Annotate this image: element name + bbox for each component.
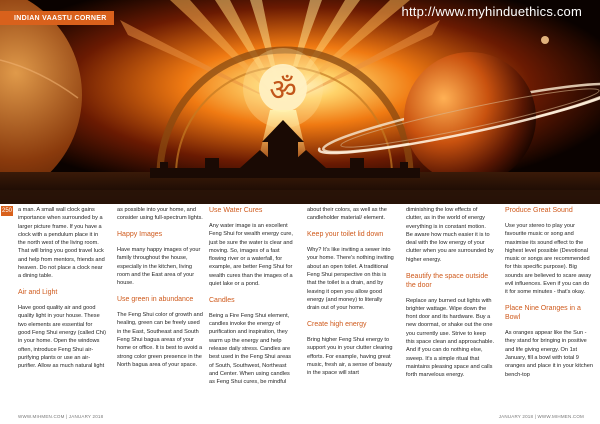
footer-right: JANUARY 2018 | WWW.MIHMEN.COM xyxy=(498,414,584,419)
cosmic-temple-illustration xyxy=(0,0,600,204)
body-paragraph: Have good quality air and good quality light in your house. These two elements are essential for good Feng Shui energy (called Chi) in your home. Open the windows often, introduce Feng Shui air-purifying plants or use an air-purifier. Allow as much natural light xyxy=(18,305,106,370)
body-paragraph: Bring higher Feng Shui energy to support you in your clutter clearing efforts. For example, having great music, fresh air, a sense of beauty in the space will start xyxy=(307,336,393,377)
section-heading: Happy Images xyxy=(117,231,163,239)
section-heading: Create high energy xyxy=(307,320,367,328)
section-heading: Produce Great Sound xyxy=(505,207,573,214)
site-url[interactable]: http://www.myhinduethics.com xyxy=(401,4,582,19)
section-heading: Use Water Cures xyxy=(209,207,263,214)
text-column-6 xyxy=(505,206,593,386)
footer-left: WWW.MIHMEN.COM | JANUARY 2018 xyxy=(18,414,104,419)
section-label-tab xyxy=(0,11,114,25)
om-symbol-icon: ॐ xyxy=(269,73,297,108)
section-heading: Place Nine Oranges in a Bowl xyxy=(505,305,581,322)
body-paragraph: Use your stereo to play your favourite music or song and maximise its sound effect to the highest level possible (Devotional music or songs are recommended for this specific purpose). Big sounds are believed to scare away evil influences. Even if you can do it for some minutes - that's okay. xyxy=(505,223,592,296)
hero-image xyxy=(0,0,600,204)
text-column-2 xyxy=(117,206,205,377)
body-paragraph: Why? It's like inviting a sewer into your home. There's nothing inviting about an open toilet. A traditional Feng Shui perspective on this is that the toilet is a drain, and by leaving it open you allow good energy (and money) to literally drain out of your home. xyxy=(307,247,394,312)
page-number: 250 xyxy=(1,208,12,214)
text-column-5 xyxy=(406,206,494,387)
section-heading: Beautify the space outside the door xyxy=(406,272,489,289)
section-heading: Candles xyxy=(209,296,235,304)
text-column-1 xyxy=(18,206,106,378)
body-paragraph: as possible into your home, and consider using full-spectrum lights. xyxy=(117,207,203,222)
body-paragraph: Being a Fire Feng Shui element, candles invoke the energy of purification and inspiration, they warm up the energy and help release daily stress. Candles are best used in the Feng Shui areas of South, Southwest, Northeast and Center. When using candles as Feng Shui cures, be mindful xyxy=(209,312,292,386)
body-paragraph: a man. A small wall clock gains importance when surrounded by a larger picture frame. If you have a clock with a pendulum place it in the north west of the living room. That will bring you good travel luck and help from mentors, friends and heaven. Do not place a clock near a dining table. xyxy=(18,207,105,280)
body-paragraph: about their colors, as well as the candleholder material/ element. xyxy=(307,207,387,222)
section-heading: Use green in abundance xyxy=(117,296,194,304)
section-heading: Air and Light xyxy=(18,289,58,297)
section-heading: Keep your toilet lid down xyxy=(307,231,384,239)
body-paragraph: diminishing the low effects of clutter, as in the world of energy everything is in constant motion. Be aware how much easier it is to deal with the low energy of your clutter when you are surrounded by higher energy. xyxy=(406,207,494,263)
text-column-4 xyxy=(307,206,395,385)
section-label: INDIAN VAASTU CORNER xyxy=(14,14,107,22)
body-paragraph: As oranges appear like the Sun - they stand for bringing in positive and life giving energy. On 1st January, fill a bowl with total 9 oranges and place it in your kitchen bench-top xyxy=(505,330,594,378)
body-paragraph: The Feng Shui color of growth and healing, green can be freely used in the East, Southeast and South Feng Shui bagua areas of your home or office. It is best to avoid a strong color green presence in the North bagua area of your space. xyxy=(117,312,203,368)
text-column-3 xyxy=(209,206,297,394)
body-paragraph: Have many happy images of your family throughout the house, especially in the kitchen, living room and the East area of your house. xyxy=(117,247,201,287)
body-paragraph: Replace any burned out lights with brighter wattage. Wipe down the front door and its hardware. Buy a new doormat, or shake out the one you currently use. Strive to keep this space clean and approachable. And if you can do nothing else, sweep. It's a simple ritual that maintains pleasing space and calls forth marvelous energy. xyxy=(406,297,495,379)
body-paragraph: Any water image is an excellent Feng Shui for wealth energy cure, just be sure the water is clear and moving. So, images of a fast flowing river or a waterfall, for example, are better Feng Shui for wealth cures than the images of a quiet lake or a pond. xyxy=(209,223,293,288)
